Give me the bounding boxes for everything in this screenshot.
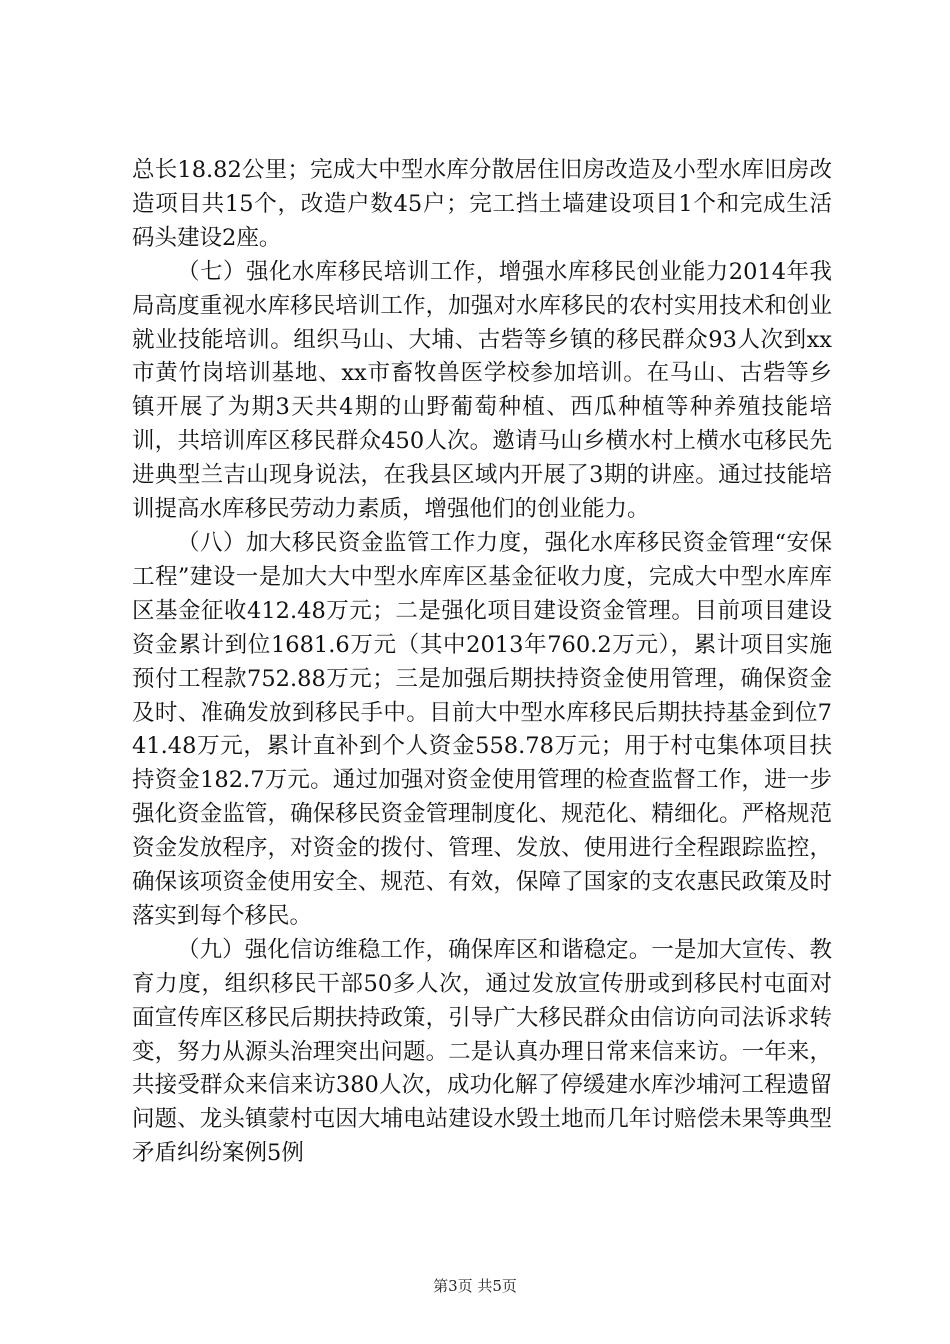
paragraph-section-9-petitions: （九）强化信访维稳工作，确保库区和谐稳定。一是加大宣传、教育力度，组织移民干部50多人次，通过发放宣传册或到移民村屯面对面宣传库区移民后期扶持政策，引导广大移民群众由信访向司法诉求转变，努力从源头治理突出问题。二是认真办理日常来信来访。一年来，共接受群众来信来访380人次，成功化解了停缓建水库沙埔河工程遗留问题、龙头镇蒙村屯因大埔电站建设水毁土地而几年讨赔偿未果等典型矛盾纠纷案例5例 [132, 936, 832, 1167]
paragraph-section-7-training: （七）强化水库移民培训工作，增强水库移民创业能力2014年我局高度重视水库移民培训工作，加强对水库移民的农村实用技术和创业就业技能培训。组织马山、大埔、古砦等乡镇的移民群众93人次到xx市黄竹岗培训基地、xx市畜牧兽医学校参加培训。在马山、古砦等乡镇开展了为期3天共4期的山野葡萄种植、西瓜种植等种养殖技能培训，共培训库区移民群众450人次。邀请马山乡横水村上横水屯移民先进典型兰吉山现身说法，在我县区域内开展了3期的讲座。通过技能培训提高水库移民劳动力素质，增强他们的创业能力。 [132, 258, 832, 523]
paragraph-continuation: 总长18.82公里；完成大中型水库分散居住旧房改造及小型水库旧房改造项目共15个，改造户数45户；完工挡土墙建设项目1个和完成生活码头建设2座。 [132, 157, 832, 251]
document-body [132, 154, 832, 1171]
paragraph-section-8-funds: （八）加大移民资金监管工作力度，强化水库移民资金管理“安保工程”建设一是加大大中型水库库区基金征收力度，完成大中型水库库区基金征收412.48万元；二是强化项目建设资金管理。目前项目建设资金累计到位1681.6万元（其中2013年760.2万元），累计项目实施预付工程款752.88万元；三是加强后期扶持资金使用管理，确保资金及时、准确发放到移民手中。目前大中型水库移民后期扶持基金到位741.48万元，累计直补到个人资金558.78万元；用于村屯集体项目扶持资金182.7万元。通过加强对资金使用管理的检查监督工作，进一步强化资金监管，确保移民资金管理制度化、规范化、精细化。严格规范资金发放程序，对资金的拨付、管理、发放、使用进行全程跟踪监控，确保该项资金使用安全、规范、有效，保障了国家的支农惠民政策及时落实到每个移民。 [132, 529, 832, 929]
page-footer [0, 1276, 950, 1296]
page-number-label: 第3页 共5页 [433, 1277, 517, 1295]
